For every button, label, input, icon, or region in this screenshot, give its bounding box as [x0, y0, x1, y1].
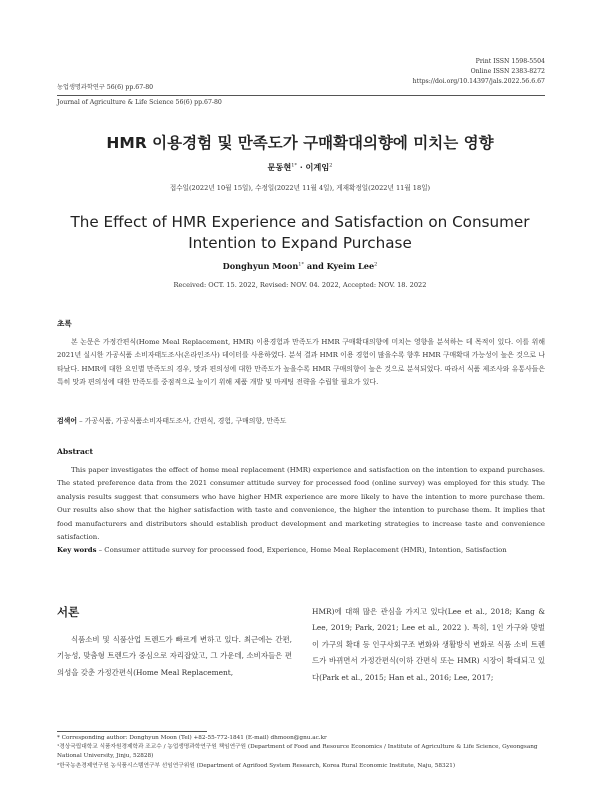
- online-issn: Online ISSN 2383-8272: [470, 68, 545, 75]
- authors-korean: [0, 162, 600, 173]
- intro-right-text: HMR)에 대해 많은 관심을 가지고 있다(Lee et al., 2018; Kang & Lee, 2019; Park, 2021; Lee et al., 2022 ). 특히, 1인 가구와 맞벌이 가구의 확대 등 인구사회구조 변화와 생활방식 변화로 식품 소비 트렌드가 바뀌면서 가정간편식(이하 간편식 또는 HMR) 시장이 확대되고 있다(Park et al., 2015; Han et al., 2016; Lee, 2017;: [312, 607, 545, 682]
- author-1-en-affil: 1*: [298, 261, 304, 268]
- authors-english: [0, 261, 600, 271]
- intro-left-text: 식품소비 및 식품산업 트렌드가 빠르게 변하고 있다. 최근에는 간편, 기능성, 맞춤형 트렌드가 중심으로 자리잡았고, 그 가운데, 소비자들은 편의성을 갖춘 가정간편식(Home Meal Replacement,: [57, 635, 292, 677]
- abstract-ko-text: 본 논문은 가정간편식(Home Meal Replacement, HMR) 이용경험과 만족도가 HMR 구매확대의향에 미치는 영향을 분석하는 데 목적이 있다. 이를 위해 2021년 실시한 가공식품 소비자태도조사(온라인조사) 데이터를 사용하였다. 분석 결과 HMR 이용 경험이 많을수록 향후 HMR 구매확대 가능성이 높은 것으로 나타났다. HMR에 대한 요인별 만족도의 경우, 맛과 편의성에 대한 만족도가 높을수록 HMR 구매의향이 높은 것으로 분석되었다. 따라서 식품 제조사와 유통사들은 특히 맛과 편의성에 대한 만족도를 중점적으로 높이기 위해 제품 개발 및 마케팅 전략을 수립할 필요가 있다.: [57, 338, 545, 387]
- intro-right-column: [312, 604, 545, 686]
- print-issn: Print ISSN 1598-5504: [475, 58, 545, 65]
- doi-link[interactable]: https://doi.org/10.14397/jals.2022.56.6.67: [412, 78, 545, 85]
- abstract-en-text: This paper investigates the effect of home meal replacement (HMR) experience and satisfaction on the intention to expand purchases. The stated preference data from the 2021 consumer attitude survey for processed food (online survey) was employed for this study. The analysis results suggest that consumers who have higher HMR experience are more likely to have the intention to more purchase them. Our results also show that the higher satisfaction with taste and convenience, the higher the intention to purchase them. It implies that food manufacturers and distributors should establish product development and marketing strategies to increase taste and convenience satisfaction.: [57, 466, 545, 542]
- keywords-ko-list: – 가공식품, 가공식품소비자태도조사, 간편식, 경험, 구매의향, 만족도: [76, 417, 287, 425]
- journal-ko: 농업생명과학연구 56(6) pp.67-80: [57, 84, 154, 91]
- abstract-en-body: [57, 464, 545, 544]
- author-1-en: Donghyun Moon: [222, 261, 299, 271]
- keywords-en: [57, 546, 545, 554]
- dates-korean: 접수일(2022년 10월 15일), 수정일(2022년 11월 4일), 게재확정일(2022년 11월 18일): [169, 184, 431, 192]
- keywords-ko: [57, 415, 545, 425]
- dates-english: Received: OCT. 15. 2022, Revised: NOV. 04. 2022, Accepted: NOV. 18. 2022: [173, 281, 427, 289]
- title-english: The Effect of HMR Experience and Satisfaction on Consumer Intention to Expand Purchase: [70, 213, 530, 252]
- header-rule: [57, 95, 545, 96]
- abstract-en-heading: Abstract: [57, 447, 94, 456]
- author-2-ko: · 이계임: [296, 162, 330, 172]
- author-1-ko-affil: 1*: [291, 162, 297, 169]
- footnote-1: ¹경상국립대학교 식품자원경제학과 조교수 / 농업생명과학연구원 책임연구원 (Department of Food and Resource Economics / Institute of Agriculture & Life Science, Gyeongsang National University, Jinju, 52828): [57, 744, 538, 760]
- abstract-ko-heading: 초록: [57, 319, 72, 328]
- keywords-ko-label: 검색어: [57, 417, 77, 425]
- intro-left-column: [57, 632, 292, 681]
- author-2-en: and Kyeim Lee: [303, 261, 375, 271]
- author-2-en-affil: 2: [374, 261, 378, 268]
- footnote-corresponding: * Corresponding author: Donghyun Moon (Tel) +82-55-772-1841 (E-mail) dhmoon@gnu.ac.kr: [57, 735, 327, 741]
- author-2-ko-affil: 2: [329, 162, 333, 169]
- abstract-ko-body: [57, 336, 545, 390]
- journal-en: Journal of Agriculture & Life Science 56(6) pp.67-80: [57, 99, 222, 106]
- title-korean: HMR 이용경험 및 만족도가 구매확대의향에 미치는 영향: [106, 134, 494, 152]
- intro-heading: 서론: [57, 605, 80, 619]
- footnote-2: ²한국농촌경제연구원 농식품시스템연구부 선임연구위원 (Department of Agrifood System Research, Korea Rural Economic Institute, Naju, 58321): [57, 762, 456, 769]
- footnote-rule: [57, 731, 207, 732]
- author-1-ko: 문동현: [267, 162, 292, 172]
- keywords-en-label: Key words: [57, 546, 97, 554]
- keywords-en-list: – Consumer attitude survey for processed food, Experience, Home Meal Replacement (HMR), Intention, Satisfaction: [96, 546, 507, 554]
- issn-block: [413, 57, 545, 87]
- footnotes: [57, 734, 545, 771]
